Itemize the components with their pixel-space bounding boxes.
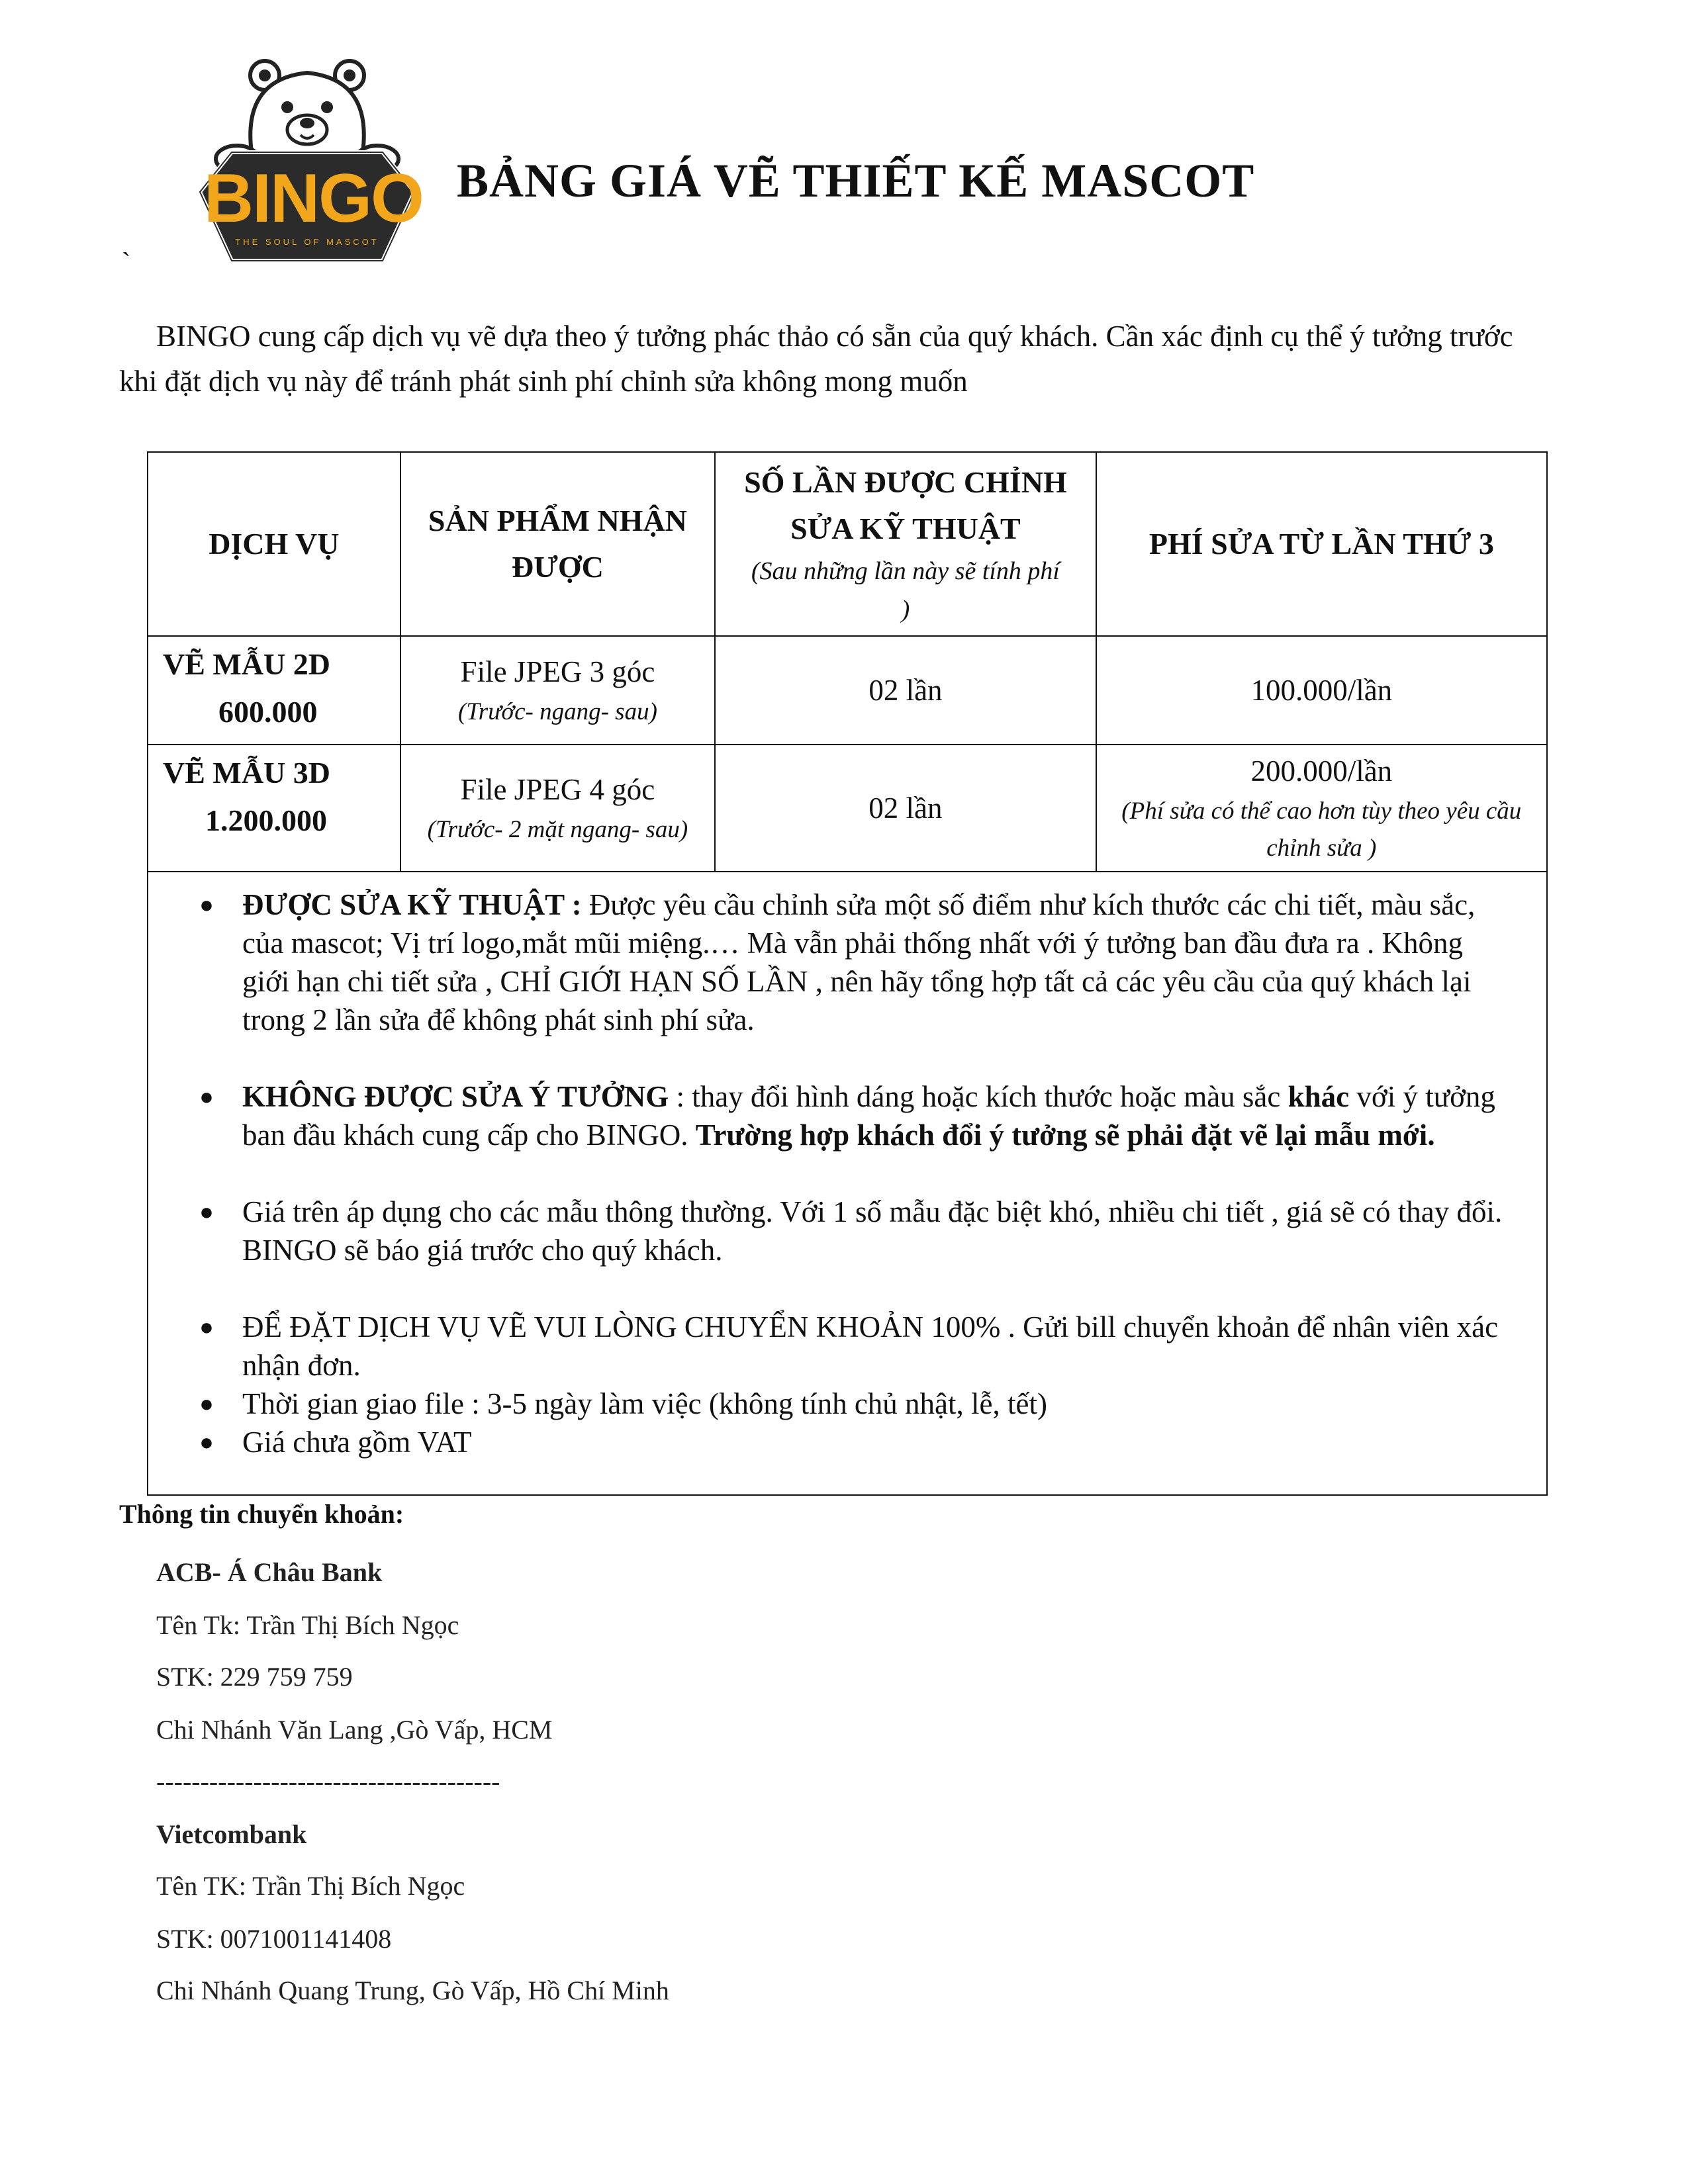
service-cell [148, 637, 401, 744]
revisions-cell [716, 637, 1096, 744]
note-bold: khác [1288, 1080, 1350, 1113]
bingo-logo [191, 53, 424, 265]
service-name: VẼ MẪU 2D [163, 647, 330, 681]
bullet-icon: ● [199, 891, 214, 918]
bank-info-heading [119, 1494, 404, 1534]
bullet-icon: ● [199, 1314, 214, 1340]
service-name: VẼ MẪU 3D [163, 756, 330, 790]
note-text: Thời gian giao file : 3-5 ngày làm việc (không tính chủ nhật, lễ, tết) [242, 1387, 1047, 1420]
fee-cell [1097, 637, 1546, 744]
note-text: ĐỂ ĐẶT DỊCH VỤ VẼ VUI LÒNG CHUYỂN KHOẢN 100% . Gửi bill chuyển khoản để nhân viên xác nhận đơn. [242, 1310, 1499, 1382]
logo-text: BINGO [204, 160, 423, 237]
header-service [148, 453, 401, 635]
acb-bank-name: ACB- Á Châu Bank [156, 1557, 383, 1587]
product-cell [401, 745, 716, 871]
header-service-label: DỊCH VỤ [209, 527, 340, 561]
table-row [148, 637, 1546, 745]
header-fee-label: PHÍ SỬA TỪ LẦN THỨ 3 [1149, 527, 1494, 561]
vcb-bank-name: Vietcombank [156, 1819, 307, 1849]
stray-mark: ` [122, 247, 131, 277]
note-text: Giá chưa gồm VAT [242, 1426, 472, 1459]
revisions-count: 02 lần [868, 674, 943, 707]
table-header-row [148, 453, 1546, 637]
product-note: (Trước- 2 mặt ngang- sau) [427, 816, 688, 843]
bullet-icon: ● [199, 1199, 214, 1225]
bullet-icon: ● [199, 1390, 214, 1417]
list-item [171, 1423, 1507, 1461]
service-price: 1.200.000 [205, 803, 327, 837]
bank-heading: Thông tin chuyển khoản: [119, 1499, 404, 1529]
service-cell [148, 745, 401, 871]
service-price: 600.000 [218, 695, 318, 729]
product-cell [401, 637, 716, 744]
revisions-cell [716, 745, 1096, 871]
vcb-account-holder: Tên TK: Trần Thị Bích Ngọc [156, 1871, 465, 1901]
list-item [171, 1385, 1507, 1423]
page-title: BẢNG GIÁ VẼ THIẾT KẾ MASCOT [457, 154, 1255, 207]
fee-value: 100.000/lần [1250, 674, 1393, 707]
bullet-icon: ● [199, 1083, 214, 1110]
note-bold: KHÔNG ĐƯỢC SỬA Ý TƯỞNG [242, 1080, 669, 1113]
header-revisions-note: (Sau những lần này sẽ tính phí ) [751, 557, 1060, 623]
intro-text: BINGO cung cấp dịch vụ vẽ dựa theo ý tưởng phác thảo có sẵn của quý khách. Cần xác định cụ thể ý tưởng trước khi đặt dịch vụ này để tránh phát sinh phí chỉnh sửa không mong muốn [119, 320, 1513, 398]
note-bold: Trường hợp khách đổi ý tưởng sẽ phải đặt vẽ lại mẫu mới. [695, 1118, 1435, 1152]
list-item [171, 1193, 1507, 1269]
fee-note: (Phí sửa có thể cao hơn tùy theo yêu cầu chỉnh sửa ) [1121, 797, 1522, 862]
fee-cell [1097, 745, 1546, 871]
note-text: Giá trên áp dụng cho các mẫu thông thường. Với 1 số mẫu đặc biệt khó, nhiều chi tiết , giá sẽ có thay đổi. BINGO sẽ báo giá trước cho quý khách. [242, 1195, 1503, 1267]
intro-paragraph [119, 314, 1549, 404]
price-table [147, 451, 1548, 1496]
product-note: (Trước- ngang- sau) [457, 698, 657, 725]
vcb-account-number: STK: 0071001141408 [156, 1924, 392, 1954]
notes-list [148, 872, 1546, 1461]
list-item [171, 1308, 1507, 1385]
revisions-count: 02 lần [868, 792, 943, 825]
header-product [401, 453, 716, 635]
header-fee [1097, 453, 1546, 635]
note-text: với ý tưởng ban đầu khách cung cấp cho BINGO. [242, 1080, 1495, 1152]
list-item [171, 886, 1507, 1039]
acb-branch: Chi Nhánh Văn Lang ,Gò Vấp, HCM [156, 1715, 553, 1745]
product-name: File JPEG 4 góc [460, 773, 655, 806]
fee-value: 200.000/lần [1250, 754, 1393, 788]
list-item [171, 1077, 1507, 1154]
divider: --------------------------------------- [156, 1766, 500, 1796]
header-product-label: SẢN PHẨM NHẬN ĐƯỢC [428, 504, 687, 584]
product-name: File JPEG 3 góc [460, 655, 655, 688]
note-bold: ĐƯỢC SỬA KỸ THUẬT : [242, 888, 582, 921]
note-text: : thay đổi hình dáng hoặc kích thước hoặc màu sắc [669, 1080, 1288, 1113]
table-row [148, 745, 1546, 872]
header-revisions [716, 453, 1096, 635]
bullet-icon: ● [199, 1429, 214, 1455]
header-revisions-label: SỐ LẦN ĐƯỢC CHỈNH SỬA KỸ THUẬT [744, 465, 1067, 545]
vcb-branch: Chi Nhánh Quang Trung, Gò Vấp, Hồ Chí Minh [156, 1976, 669, 2005]
logo-tagline: THE SOUL OF MASCOT [235, 237, 379, 247]
acb-account-holder: Tên Tk: Trần Thị Bích Ngọc [156, 1610, 459, 1640]
note-text: Được yêu cầu chỉnh sửa một số điểm như kích thước các chi tiết, màu sắc, của mascot; Vị trí logo,mắt mũi miệng.… Mà vẫn phải thống nhất với ý tưởng ban đầu đưa ra . Không giới hạn chi tiết sửa , CHỈ GIỚI HẠN SỐ LẦN , nên hãy tổng hợp tất cả các yêu cầu của quý khách lại trong 2 lần sửa để không phát sinh phí sửa. [242, 888, 1476, 1036]
acb-account-number: STK: 229 759 759 [156, 1662, 353, 1692]
